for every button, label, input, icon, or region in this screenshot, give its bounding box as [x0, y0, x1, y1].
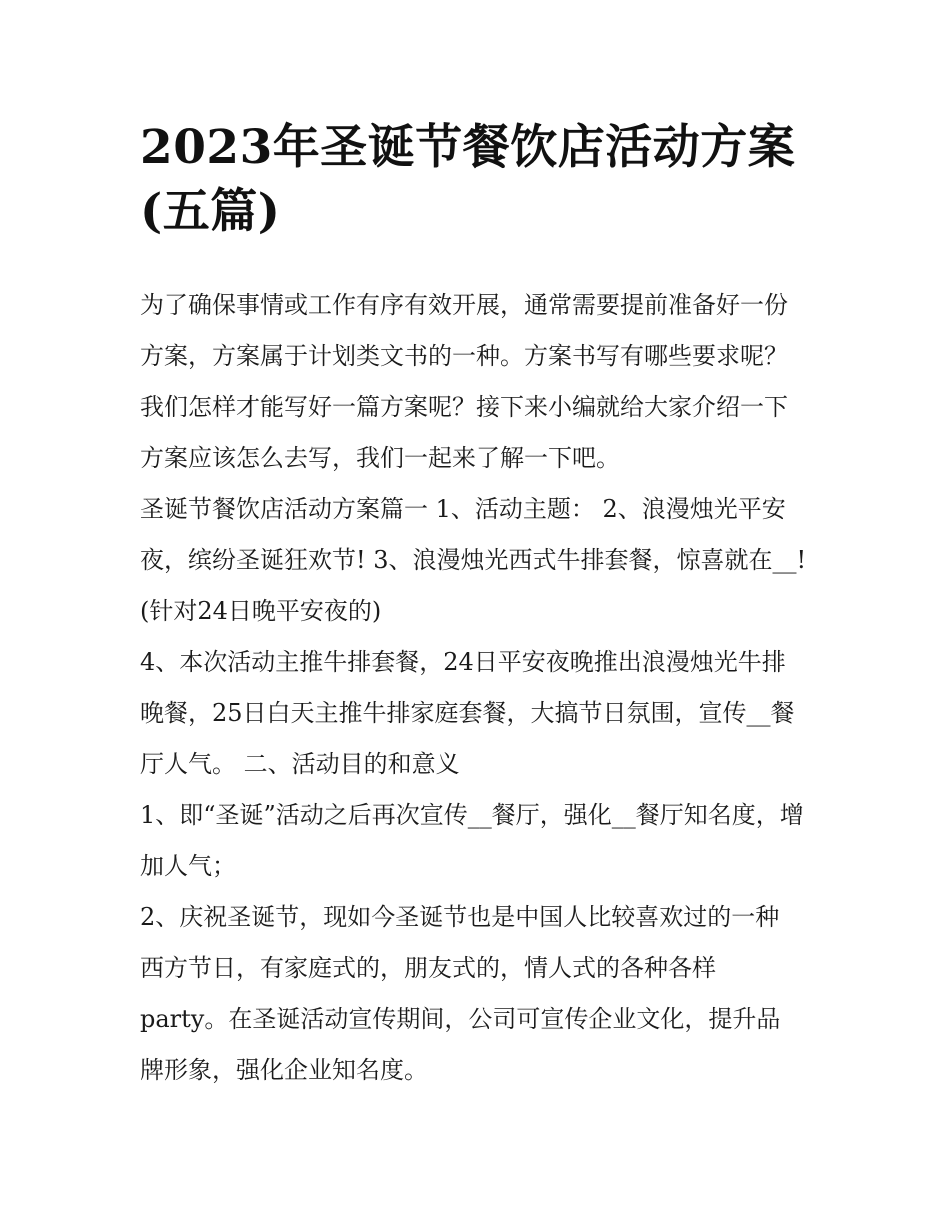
body-line: 圣诞节餐饮店活动方案篇一 1、活动主题： 2、浪漫烛光平安	[140, 495, 786, 523]
body-line: 4、本次活动主推牛排套餐，24日平安夜晚推出浪漫烛光牛排	[140, 648, 786, 676]
body-line: party。在圣诞活动宣传期间，公司可宣传企业文化，提升品	[140, 1005, 781, 1033]
body-line: 方案，方案属于计划类文书的一种。方案书写有哪些要求呢？	[140, 342, 788, 370]
body-line: 厅人气。 二、活动目的和意义	[140, 750, 460, 778]
body-line: 2、庆祝圣诞节，现如今圣诞节也是中国人比较喜欢过的一种	[140, 903, 780, 931]
body-line: 方案应该怎么去写，我们一起来了解一下吧。	[140, 444, 620, 472]
body-line: 夜，缤纷圣诞狂欢节! 3、浪漫烛光西式牛排套餐，惊喜就在__!	[140, 546, 807, 574]
document-title: 2023年圣诞节餐饮店活动方案(五篇)	[140, 120, 796, 239]
body-line: 我们怎样才能写好一篇方案呢？接下来小编就给大家介绍一下	[140, 393, 788, 421]
body-line: 加人气；	[140, 852, 236, 880]
document-body	[140, 280, 812, 1096]
body-line: (针对24日晚平安夜的)	[140, 597, 382, 625]
body-line: 1、即“圣诞”活动之后再次宣传__餐厅，强化__餐厅知名度，增	[140, 801, 804, 829]
body-line: 晚餐，25日白天主推牛排家庭套餐，大搞节日氛围，宣传__餐	[140, 699, 795, 727]
body-line: 牌形象，强化企业知名度。	[140, 1056, 428, 1084]
body-line: 为了确保事情或工作有序有效开展，通常需要提前准备好一份	[140, 291, 788, 319]
body-line: 西方节日，有家庭式的，朋友式的，情人式的各种各样	[140, 954, 716, 982]
